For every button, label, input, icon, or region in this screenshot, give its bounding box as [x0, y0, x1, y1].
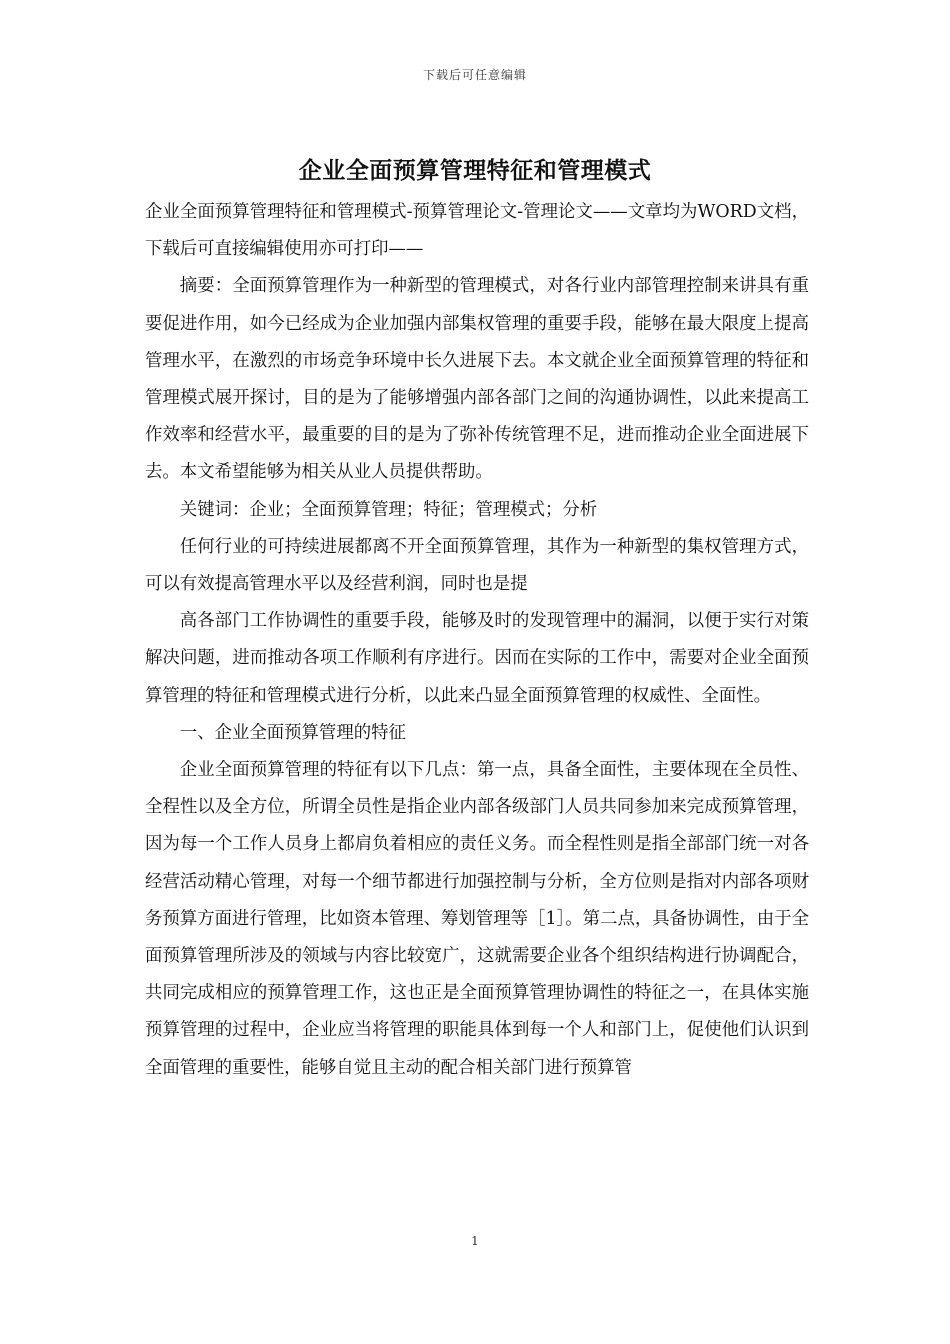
abstract-paragraph: 摘要：全面预算管理作为一种新型的管理模式，对各行业内部管理控制来讲具有重要促进作用，如今已经成为企业加强内部集权管理的重要手段，能够在最大限度上提高管理水平，在激烈的市场竞争环境中长久进展下去。本文就企业全面预算管理的特征和管理模式展开探讨，目的是为了能够增强内部各部门之间的沟通协调性，以此来提高工作效率和经营水平，最重要的目的是为了弥补传统管理不足，进而推动企业全面进展下去。本文希望能够为相关从业人员提供帮助。 [145, 276, 809, 483]
section-heading: 一、企业全面预算管理的特征 [179, 722, 406, 743]
document-title: 企业全面预算管理特征和管理模式 [298, 157, 652, 184]
document-body [145, 194, 809, 1087]
intro-paragraph: 企业全面预算管理特征和管理模式-预算管理论文-管理论文——文章均为WORD文档，下载后可直接编辑使用亦可打印—— [145, 202, 809, 260]
page-number: 1 [471, 1234, 479, 1248]
body-paragraph: 任何行业的可持续进展都离不开全面预算管理，其作为一种新型的集权管理方式，可以有效提高管理水平以及经营利润，同时也是提 [145, 536, 809, 595]
header-note: 下载后可任意编辑 [422, 68, 527, 82]
body-paragraph: 企业全面预算管理的特征有以下几点：第一点，具备全面性，主要体现在全员性、全程性以及全方位，所谓全员性是指企业内部各级部门人员共同参加来完成预算管理，因为每一个工作人员身上都肩负着相应的责任义务。而全程性则是指全部部门统一对各经营活动精心管理，对每一个细节都进行加强控制与分析，全方位则是指对内部各项财务预算方面进行管理，比如资本管理、筹划管理等［1］。第二点，具备协调性，由于全面预算管理所涉及的领域与内容比较宽广，这就需要企业各个组织结构进行协调配合，共同完成相应的预算管理工作，这也正是全面预算管理协调性的特征之一，在具体实施预算管理的过程中，企业应当将管理的职能具体到每一个人和部门上，促使他们认识到全面管理的重要性，能够自觉且主动的配合相关部门进行预算管 [145, 760, 809, 1078]
body-paragraph: 高各部门工作协调性的重要手段，能够及时的发现管理中的漏洞，以便于实行对策解决问题，进而推动各项工作顺利有序进行。因而在实际的工作中，需要对企业全面预算管理的特征和管理模式进行分析，以此来凸显全面预算管理的权威性、全面性。 [145, 611, 809, 706]
keywords-paragraph: 关键词：企业；全面预算管理；特征；管理模式；分析 [179, 499, 598, 520]
